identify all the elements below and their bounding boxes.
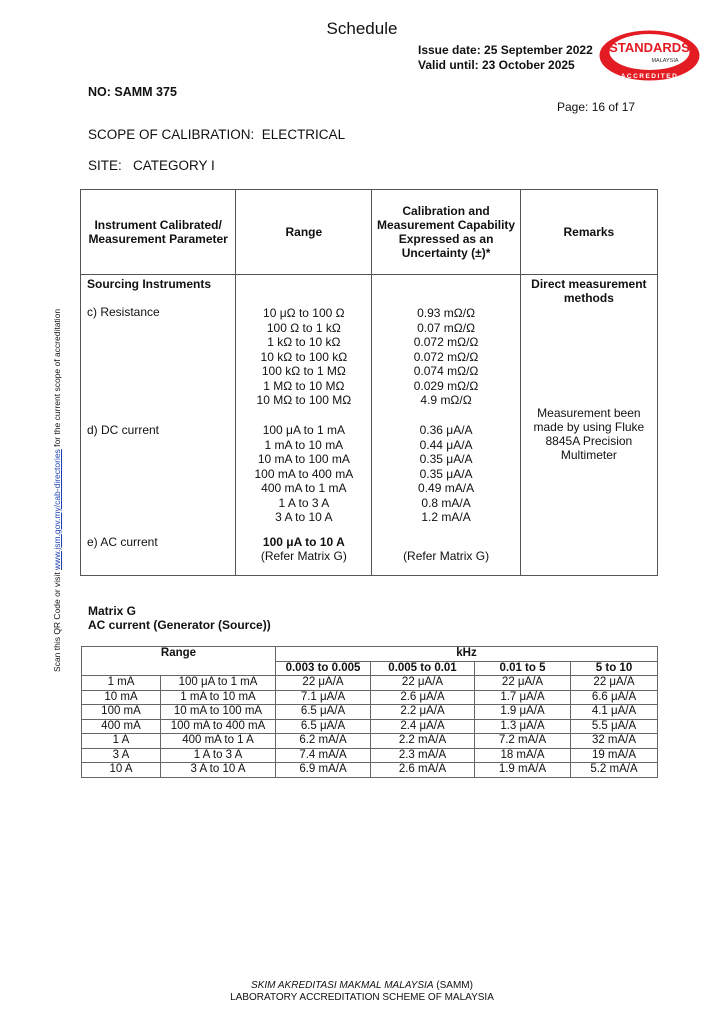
matrix-row [82,705,658,720]
matrix-title-block [88,604,271,632]
matrix-range: 400 mA to 1 A [161,734,276,749]
range-value: 3 A to 10 A [275,510,333,524]
footer-line-2: LABORATORY ACCREDITATION SCHEME OF MALAYSIA [230,992,494,1003]
document-title: Schedule [326,19,398,38]
matrix-uncertainty: 7.4 mA/A [276,748,371,763]
calibration-scope-table [80,189,658,576]
matrix-uncertainty: 22 μA/A [276,676,371,691]
matrix-header-khz: kHz [276,647,658,662]
range-value: 1 MΩ to 10 MΩ [263,378,345,393]
matrix-uncertainty: 2.6 μA/A [371,690,475,705]
cmc-value: 0.029 mΩ/Ω [413,378,479,393]
freq-col-4: 5 to 10 [571,661,658,676]
range-value: 400 mA to 1 mA [261,481,347,495]
matrix-header-row [82,647,658,662]
cmc-value: 0.36 μA/A [419,423,473,437]
table-body-row [81,275,658,576]
cmc-value: 0.074 mΩ/Ω [413,364,479,378]
matrix-uncertainty: 2.6 mA/A [371,763,475,778]
matrix-range: 100 μA to 1 mA [161,676,276,691]
matrix-nominal: 3 A [82,748,161,763]
cmc-column [372,275,520,576]
cmc-value: 1.2 mA/A [421,510,471,524]
matrix-uncertainty: 22 μA/A [475,676,571,691]
matrix-nominal: 1 mA [82,676,161,691]
matrix-uncertainty: 22 μA/A [571,676,658,691]
logo-text-standards: STANDARDS [609,40,690,55]
matrix-row [82,719,658,734]
qr-scope-note [52,309,62,672]
parameter-dc-current: d) DC current [87,423,160,437]
cmc-value: 0.44 μA/A [419,437,473,452]
matrix-uncertainty: 18 mA/A [475,748,571,763]
cab-directories-link[interactable]: www.jsm.gov.my/cab-directories [52,449,62,570]
cmc-value: 0.35 μA/A [419,452,473,466]
resistance-cmc-values [372,306,519,408]
matrix-uncertainty: 1.7 μA/A [475,690,571,705]
matrix-row [82,763,658,778]
matrix-nominal: 400 mA [82,719,161,734]
dc-current-cmc-values [372,423,519,525]
freq-col-3: 0.01 to 5 [475,661,571,676]
site-label: SITE: [88,158,122,173]
ac-current-cmc-note: (Refer Matrix G) [403,549,490,563]
matrix-range: 1 A to 3 A [161,748,276,763]
matrix-uncertainty: 2.4 μA/A [371,719,475,734]
matrix-uncertainty: 7.1 μA/A [276,690,371,705]
matrix-uncertainty: 32 mA/A [571,734,658,749]
matrix-row [82,734,658,749]
page-number: Page: 16 of 17 [557,100,636,114]
range-value: 100 Ω to 1 kΩ [266,320,341,335]
remarks-note: Measurement been made by using Fluke 8845A Precision Multimeter [533,406,645,462]
matrix-range: 1 mA to 10 mA [161,690,276,705]
freq-col-2: 0.005 to 0.01 [371,661,475,676]
document-number: NO: SAMM 375 [88,85,177,99]
dc-current-ranges [236,423,371,525]
matrix-uncertainty: 7.2 mA/A [475,734,571,749]
matrix-uncertainty: 22 μA/A [371,676,475,691]
matrix-uncertainty: 6.9 mA/A [276,763,371,778]
matrix-uncertainty: 5.2 mA/A [571,763,658,778]
matrix-uncertainty: 5.5 μA/A [571,719,658,734]
range-value: 100 kΩ to 1 MΩ [261,364,346,378]
matrix-range: 100 mA to 400 mA [161,719,276,734]
freq-col-1: 0.003 to 0.005 [276,661,371,676]
matrix-subtitle: AC current (Generator (Source)) [88,618,271,632]
parameter-column [81,275,236,576]
cmc-value: 0.93 mΩ/Ω [417,306,476,320]
cmc-value: 0.35 μA/A [419,466,473,481]
range-value: 100 mA to 400 mA [254,466,354,481]
matrix-range: 10 mA to 100 mA [161,705,276,720]
matrix-nominal: 10 mA [82,690,161,705]
matrix-uncertainty: 2.2 mA/A [371,734,475,749]
section-sourcing-instruments: Sourcing Instruments [87,277,212,291]
remarks-heading: Direct measurement methods [531,277,647,305]
header-remarks: Remarks [520,190,657,275]
matrix-range: 3 A to 10 A [161,763,276,778]
cmc-value: 0.8 mA/A [421,495,471,510]
issue-date: Issue date: 25 September 2022 [418,43,593,57]
matrix-uncertainty: 2.3 mA/A [371,748,475,763]
logo-text-accredited: ACCREDITED [620,73,679,80]
matrix-g-table [81,646,658,778]
side-note-prefix: Scan this QR Code or visit [52,569,62,672]
range-value: 1 mA to 10 mA [264,437,344,452]
logo-text-malaysia: MALAYSIA [651,58,679,64]
cmc-value: 0.49 mA/A [418,481,475,495]
matrix-row [82,690,658,705]
cmc-value: 0.072 mΩ/Ω [413,335,479,349]
matrix-uncertainty: 4.1 μA/A [571,705,658,720]
matrix-row [82,748,658,763]
resistance-ranges [236,306,371,408]
matrix-uncertainty: 6.2 mA/A [276,734,371,749]
range-value: 10 MΩ to 100 MΩ [256,393,352,407]
table-header-row [81,190,658,275]
ac-current-range-note: (Refer Matrix G) [260,549,347,563]
footer-line-1 [0,980,724,992]
matrix-title: Matrix G [88,604,137,618]
ac-current-range: 100 μA to 10 A [262,535,345,549]
matrix-uncertainty: 19 mA/A [571,748,658,763]
cmc-value: 0.072 mΩ/Ω [413,349,479,364]
matrix-uncertainty: 1.9 mA/A [475,763,571,778]
range-column [236,275,372,576]
matrix-uncertainty: 1.9 μA/A [475,705,571,720]
footer-scheme-malay: SKIM AKREDITASI MAKMAL MALAYSIA [251,980,434,991]
side-note-suffix: for the current scope of accreditation [52,308,62,450]
issue-info [418,43,593,73]
standards-malaysia-accredited-logo [597,28,702,83]
parameter-resistance: c) Resistance [87,305,160,319]
range-value: 1 A to 3 A [278,495,330,510]
header-range: Range [236,190,372,275]
site-category [88,158,215,173]
matrix-uncertainty: 1.3 μA/A [475,719,571,734]
matrix-uncertainty: 6.5 μA/A [276,719,371,734]
range-value: 100 μA to 1 mA [262,423,345,437]
matrix-nominal: 1 A [82,734,161,749]
footer [0,980,724,1004]
site-value: CATEGORY I [133,158,215,173]
scope-label: SCOPE OF CALIBRATION: [88,127,255,142]
remarks-column [520,275,657,576]
matrix-header-range: Range [82,647,276,676]
header-cmc: Calibration and Measurement Capability Expressed as an Uncertainty (±)* [372,190,520,275]
matrix-uncertainty: 6.6 μA/A [571,690,658,705]
matrix-uncertainty: 6.5 μA/A [276,705,371,720]
footer-scheme-abbr: (SAMM) [433,980,473,991]
range-value: 1 kΩ to 10 kΩ [267,335,341,349]
cmc-value: 4.9 mΩ/Ω [420,393,472,407]
scope-of-calibration [88,127,345,142]
matrix-nominal: 100 mA [82,705,161,720]
cmc-value: 0.07 mΩ/Ω [417,320,476,335]
matrix-row [82,676,658,691]
matrix-nominal: 10 A [82,763,161,778]
range-value: 10 kΩ to 100 kΩ [260,349,348,364]
scope-value: ELECTRICAL [261,127,346,142]
range-value: 10 mA to 100 mA [257,452,350,466]
parameter-ac-current: e) AC current [87,535,158,549]
range-value: 10 μΩ to 100 Ω [263,306,345,320]
matrix-uncertainty: 2.2 μA/A [371,705,475,720]
valid-until: Valid until: 23 October 2025 [418,58,575,72]
header-instrument: Instrument Calibrated/ Measurement Parameter [81,190,236,275]
